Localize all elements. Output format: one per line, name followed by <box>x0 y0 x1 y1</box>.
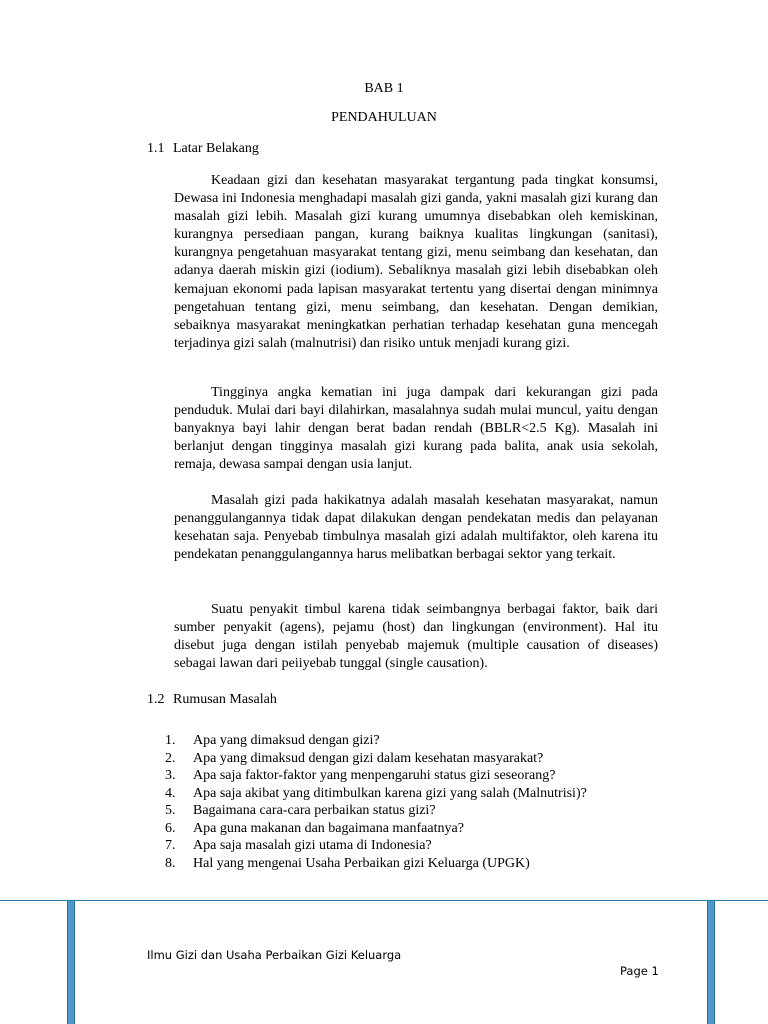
list-item <box>165 855 587 873</box>
list-item-text: Apa saja akibat yang ditimbulkan karena gizi yang salah (Malnutrisi)? <box>193 785 587 801</box>
list-item-number: 4. <box>165 785 176 801</box>
chapter-label: BAB 1 <box>364 81 404 96</box>
question-list <box>165 732 587 872</box>
section-title: Rumusan Masalah <box>173 692 277 707</box>
paragraph: Keadaan gizi dan kesehatan masyarakat tergantung pada tingkat konsumsi, Dewasa ini Indonesia menghadapi masalah gizi ganda, yakni masalah gizi kurang dan masalah gizi lebih. Masalah gizi kurang umumnya disebabkan oleh kemiskinan, kurangnya persediaan pangan, kurang baiknya kualitas lingkungan (sanitasi), kurangnya pengetahuan masyarakat tentang gizi, menu seimbang dan kesehatan, dan adanya daerah miskin gizi (iodium). Sebaliknya masalah gizi lebih disebabkan oleh kemajuan ekonomi pada lapisan masyarakat tertentu yang disertai dengan minimnya pengetahuan tentang gizi, menu seimbang, dan kesehatan. Dengan demikian, sebaiknya masyarakat meningkatkan perhatian terhadap kesehatan guna mencegah terjadinya gizi salah (malnutrisi) dan risiko untuk menjadi kurang gizi. <box>174 173 658 351</box>
footer-divider <box>0 900 768 901</box>
section-number: 1.2 <box>147 692 165 707</box>
list-item-number: 2. <box>165 750 176 766</box>
page-title: PENDAHULUAN <box>331 110 437 125</box>
list-item-text: Hal yang mengenai Usaha Perbaikan gizi Keluarga (UPGK) <box>193 855 530 871</box>
list-item-text: Apa saja faktor-faktor yang menpengaruhi status gizi seseorang? <box>193 768 556 783</box>
list-item-text: Apa guna makanan dan bagaimana manfaatnya? <box>193 820 464 836</box>
section-title: Latar Belakang <box>173 141 259 156</box>
list-item-text: Apa yang dimaksud dengan gizi? <box>193 733 380 748</box>
footer-left-bar <box>67 901 75 1024</box>
list-item-text: Apa saja masalah gizi utama di Indonesia? <box>193 838 432 853</box>
footer-right-bar <box>707 901 715 1024</box>
list-item <box>165 785 587 803</box>
section-heading-rumusan-masalah <box>147 692 277 708</box>
list-item <box>165 820 587 838</box>
list-item <box>165 750 587 768</box>
list-item-text: Apa yang dimaksud dengan gizi dalam kesehatan masyarakat? <box>193 750 544 766</box>
list-item <box>165 767 587 785</box>
section-number: 1.1 <box>147 141 165 156</box>
paragraph: Masalah gizi pada hakikatnya adalah masalah kesehatan masyarakat, namun penanggulangannya tidak dapat dilakukan dengan pendekatan medis dan pelayanan kesehatan saja. Penyebab timbulnya masalah gizi adalah multifaktor, oleh karena itu pendekatan penanggulangannya harus melibatkan berbagai sektor yang terkait. <box>174 493 658 563</box>
list-item-number: 3. <box>165 768 176 783</box>
list-item-number: 8. <box>165 855 176 871</box>
list-item <box>165 732 587 750</box>
section-heading-latar-belakang <box>147 141 259 157</box>
list-item-number: 5. <box>165 803 176 818</box>
page-number: Page 1 <box>620 964 659 978</box>
list-item-number: 7. <box>165 838 176 853</box>
paragraph: Suatu penyakit timbul karena tidak seimbangnya berbagai faktor, baik dari sumber penyakit (agens), pejamu (host) dan lingkungan (environment). Hal itu disebut juga dengan istilah penyebab majemuk (multiple causation of diseases) sebagai lawan dari peiiyebab tunggal (single causation). <box>174 602 658 672</box>
list-item-text: Bagaimana cara-cara perbaikan status gizi? <box>193 803 436 818</box>
list-item <box>165 802 587 820</box>
list-item-number: 6. <box>165 820 176 836</box>
footer-title: Ilmu Gizi dan Usaha Perbaikan Gizi Keluarga <box>147 948 402 962</box>
paragraph: Tingginya angka kematian ini juga dampak dari kekurangan gizi pada penduduk. Mulai dari bayi dilahirkan, masalahnya sudah mulai muncul, yaitu dengan banyaknya bayi lahir dengan berat badan rendah (BBLR<2.5 Kg). Masalah ini berlanjut dengan tingginya masalah gizi kurang pada balita, anak usia sekolah, remaja, dewasa sampai dengan usia lanjut. <box>174 385 658 473</box>
list-item <box>165 837 587 855</box>
list-item-number: 1. <box>165 733 176 748</box>
